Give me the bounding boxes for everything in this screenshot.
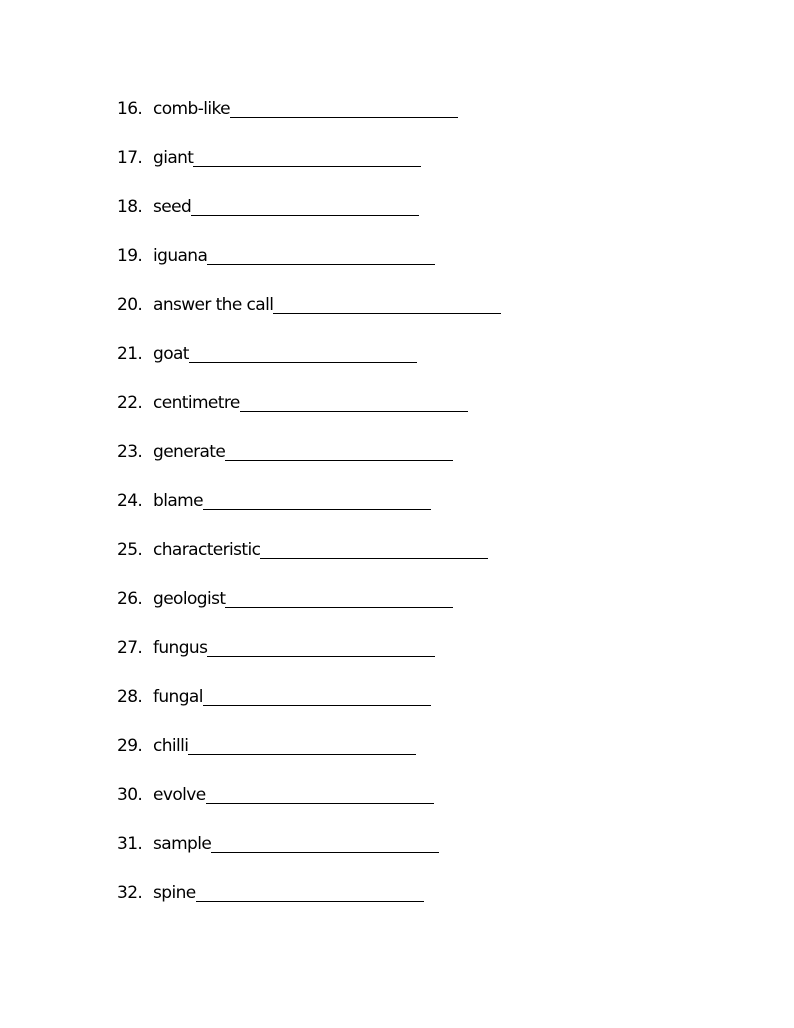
item-word: blame — [153, 491, 203, 511]
answer-blank[interactable] — [240, 395, 468, 412]
item-number: 32. — [117, 883, 143, 903]
worksheet-item — [117, 119, 717, 168]
answer-blank[interactable] — [225, 444, 453, 461]
worksheet-item — [117, 805, 717, 854]
worksheet-item — [117, 413, 717, 462]
worksheet-item — [117, 315, 717, 364]
item-number: 18. — [117, 197, 143, 217]
item-word: iguana — [153, 246, 208, 266]
item-number: 21. — [117, 344, 143, 364]
worksheet-item — [117, 854, 717, 903]
worksheet-item — [117, 364, 717, 413]
item-number: 16. — [117, 99, 143, 119]
worksheet-item — [117, 756, 717, 805]
answer-blank[interactable] — [230, 101, 458, 118]
vocabulary-worksheet — [117, 97, 717, 903]
item-word: seed — [153, 197, 192, 217]
item-word: geologist — [153, 589, 226, 609]
worksheet-item — [117, 168, 717, 217]
item-word: answer the call — [153, 295, 274, 315]
answer-blank[interactable] — [206, 787, 434, 804]
item-number: 31. — [117, 834, 143, 854]
answer-blank[interactable] — [225, 591, 453, 608]
worksheet-item — [117, 560, 717, 609]
worksheet-item — [117, 97, 717, 119]
item-number: 29. — [117, 736, 143, 756]
item-word: sample — [153, 834, 212, 854]
item-number: 30. — [117, 785, 143, 805]
item-word: fungus — [153, 638, 208, 658]
answer-blank[interactable] — [189, 346, 417, 363]
item-word: goat — [153, 344, 189, 364]
item-number: 26. — [117, 589, 143, 609]
worksheet-item — [117, 266, 717, 315]
worksheet-item — [117, 609, 717, 658]
answer-blank[interactable] — [203, 493, 431, 510]
answer-blank[interactable] — [193, 150, 421, 167]
answer-blank[interactable] — [196, 885, 424, 902]
item-number: 28. — [117, 687, 143, 707]
worksheet-item — [117, 707, 717, 756]
item-word: evolve — [153, 785, 206, 805]
worksheet-item — [117, 511, 717, 560]
item-number: 25. — [117, 540, 143, 560]
item-word: chilli — [153, 736, 189, 756]
item-word: giant — [153, 148, 194, 168]
answer-blank[interactable] — [273, 297, 501, 314]
item-word: comb-like — [153, 99, 230, 119]
item-number: 20. — [117, 295, 143, 315]
answer-blank[interactable] — [191, 199, 419, 216]
item-word: spine — [153, 883, 196, 903]
item-word: characteristic — [153, 540, 261, 560]
answer-blank[interactable] — [188, 738, 416, 755]
item-number: 19. — [117, 246, 143, 266]
worksheet-item — [117, 462, 717, 511]
item-number: 24. — [117, 491, 143, 511]
answer-blank[interactable] — [260, 542, 488, 559]
item-word: fungal — [153, 687, 203, 707]
answer-blank[interactable] — [207, 640, 435, 657]
item-number: 27. — [117, 638, 143, 658]
item-number: 17. — [117, 148, 143, 168]
item-number: 22. — [117, 393, 143, 413]
answer-blank[interactable] — [211, 836, 439, 853]
item-word: generate — [153, 442, 226, 462]
worksheet-item — [117, 217, 717, 266]
answer-blank[interactable] — [207, 248, 435, 265]
item-number: 23. — [117, 442, 143, 462]
answer-blank[interactable] — [203, 689, 431, 706]
item-word: centimetre — [153, 393, 240, 413]
worksheet-item — [117, 658, 717, 707]
